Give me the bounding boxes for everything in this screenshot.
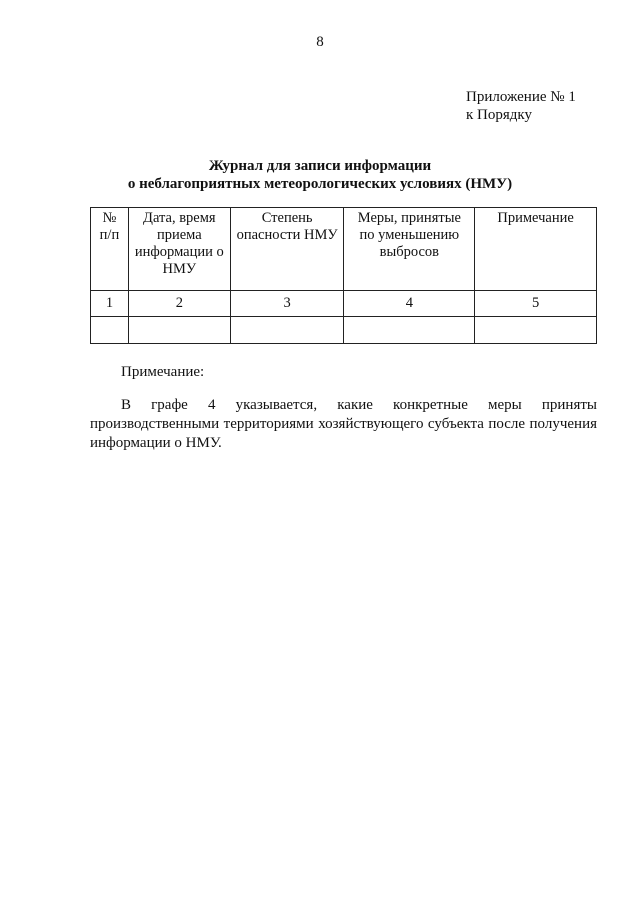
header-cell-note: Примечание <box>475 208 597 291</box>
column-number-cell: 4 <box>344 291 475 317</box>
column-number-cell: 5 <box>475 291 597 317</box>
appendix-line-1: Приложение № 1 <box>466 89 576 105</box>
header-cell-measures: Меры, принятые по уменьшению выбросов <box>344 208 475 291</box>
empty-table-row <box>91 317 597 344</box>
document-title <box>0 157 640 193</box>
column-number-cell: 3 <box>230 291 344 317</box>
header-cell-number: № п/п <box>91 208 129 291</box>
title-line-1: Журнал для записи информации <box>208 158 432 174</box>
column-number-cell: 1 <box>91 291 129 317</box>
note-label: Примечание: <box>121 364 205 380</box>
header-cell-danger-level: Степень опасности НМУ <box>230 208 344 291</box>
column-number-cell: 2 <box>128 291 230 317</box>
note-paragraph <box>90 396 597 453</box>
title-line-2: о неблагоприятных метеорологических условиях (НМУ) <box>127 176 513 192</box>
page-number: 8 <box>316 34 324 50</box>
empty-cell <box>475 317 597 344</box>
empty-cell <box>344 317 475 344</box>
empty-cell <box>230 317 344 344</box>
column-number-row <box>91 291 597 317</box>
appendix-reference <box>466 88 576 124</box>
empty-cell <box>128 317 230 344</box>
appendix-line-2: к Порядку <box>466 107 532 123</box>
empty-cell <box>91 317 129 344</box>
table-header-row <box>91 208 597 291</box>
journal-table <box>90 207 597 344</box>
note-text: В графе 4 указывается, какие конкретные меры приняты производственными территориями хозяйствующего субъекта после получения информации о НМУ. <box>90 397 597 451</box>
header-cell-datetime: Дата, время приема информации о НМУ <box>128 208 230 291</box>
